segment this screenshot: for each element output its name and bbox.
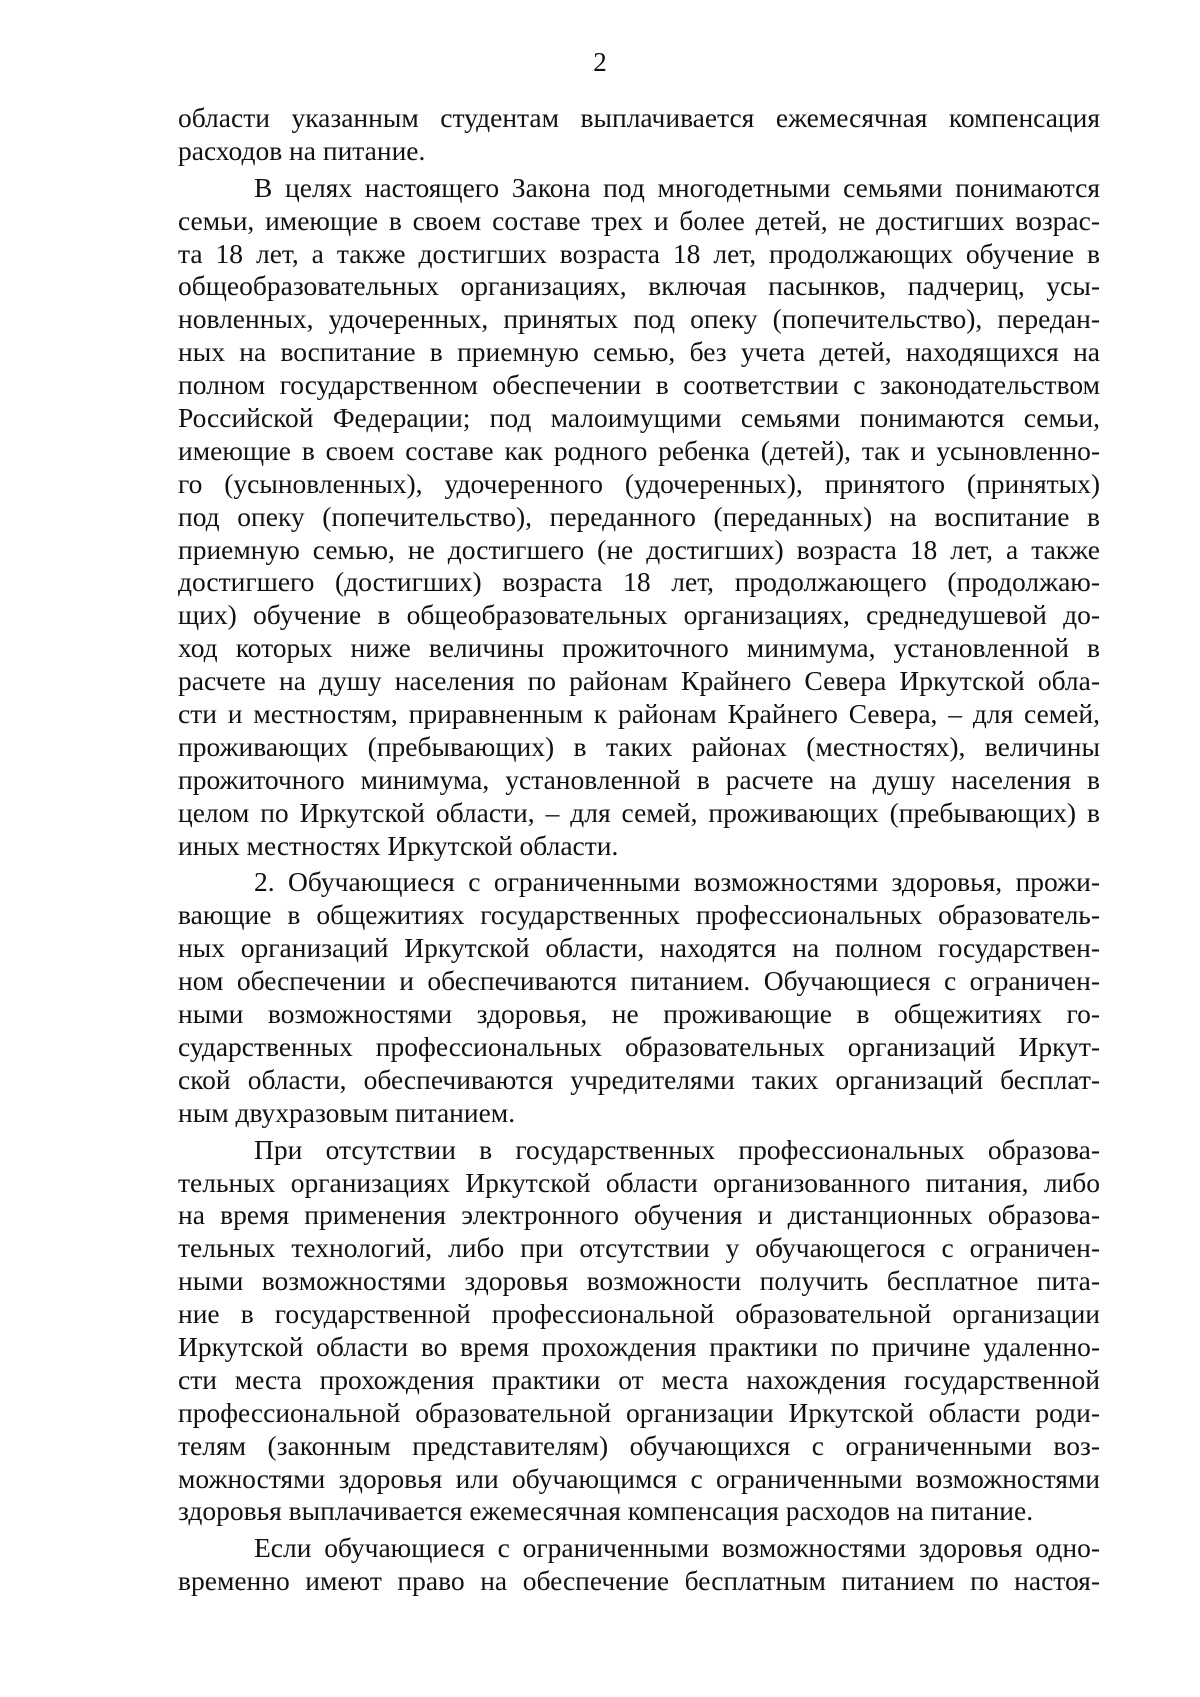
text-line: сти места прохождения практики от места нахождения государственной xyxy=(178,1363,1100,1395)
paragraph xyxy=(178,866,1100,1129)
text-line: го (усыновленных), удочеренного (удочеренных), принятого (принятых) xyxy=(178,467,1100,499)
text-line: прожиточного минимума, установленной в расчете на душу населения в xyxy=(178,763,1100,795)
text-line: сти и местностям, приравненным к районам Крайнего Севера, – для семей, xyxy=(178,698,1100,730)
text-line: расчете на душу населения по районам Крайнего Севера Иркутской обла- xyxy=(178,665,1100,697)
text-line: проживающих (пребывающих) в таких районах (местностях), величины xyxy=(178,730,1100,762)
text-line: ние в государственной профессиональной образовательной организации xyxy=(178,1298,1100,1330)
paragraph xyxy=(178,102,1100,168)
text-line: сударственных профессиональных образовательных организаций Иркут- xyxy=(178,1030,1100,1062)
text-line: можностями здоровья или обучающимся с ограниченными возможностями xyxy=(178,1462,1100,1494)
text-line: общеобразовательных организациях, включая пасынков, падчериц, усы- xyxy=(178,270,1100,302)
text-line: ных на воспитание в приемную семью, без учета детей, находящихся на xyxy=(178,336,1100,368)
text-line: полном государственном обеспечении в соответствии с законодательством xyxy=(178,369,1100,401)
text-line: ном обеспечении и обеспечиваются питанием. Обучающиеся с ограничен- xyxy=(178,965,1100,997)
text-line: ным двухразовым питанием. xyxy=(178,1096,516,1128)
document-body xyxy=(178,102,1100,1598)
text-line: новленных, удочеренных, принятых под опеку (попечительство), передан- xyxy=(178,303,1100,335)
text-line: под опеку (попечительство), переданного (переданных) на воспитание в xyxy=(178,500,1100,532)
text-line: Российской Федерации; под малоимущими семьями понимаются семьи, xyxy=(178,402,1100,434)
text-line: щих) обучение в общеобразовательных организациях, среднедушевой до- xyxy=(178,599,1100,631)
text-line: вающие в общежитиях государственных профессиональных образователь- xyxy=(178,899,1100,931)
text-line: 2. Обучающиеся с ограниченными возможностями здоровья, прожи- xyxy=(254,866,1100,898)
text-line: имеющие в своем составе как родного ребенка (детей), так и усыновленно- xyxy=(178,434,1100,466)
paragraph xyxy=(178,1134,1100,1529)
text-line: При отсутствии в государственных профессиональных образова- xyxy=(254,1133,1100,1165)
text-line: Иркутской области во время прохождения практики по причине удаленно- xyxy=(178,1330,1100,1362)
text-line: здоровья выплачивается ежемесячная компенсация расходов на питание. xyxy=(178,1495,1034,1527)
text-line: области указанным студентам выплачивается ежемесячная компенсация xyxy=(178,102,1100,133)
text-line: Если обучающиеся с ограниченными возможностями здоровья одно- xyxy=(254,1532,1100,1564)
text-line: расходов на питание. xyxy=(178,134,426,166)
text-line: семьи, имеющие в своем составе трех и более детей, не достигших возрас- xyxy=(178,204,1100,236)
text-line: телям (законным представителям) обучающихся с ограниченными воз- xyxy=(178,1429,1100,1461)
text-line: В целях настоящего Закона под многодетными семьями понимаются xyxy=(254,171,1100,203)
text-line: иных местностях Иркутской области. xyxy=(178,829,619,861)
text-line: целом по Иркутской области, – для семей, проживающих (пребывающих) в xyxy=(178,796,1100,828)
text-line: тельных организациях Иркутской области организованного питания, либо xyxy=(178,1166,1100,1198)
text-line: приемную семью, не достигшего (не достигших) возраста 18 лет, а также xyxy=(178,533,1100,565)
text-line: ской области, обеспечиваются учредителями таких организаций бесплат- xyxy=(178,1063,1100,1095)
text-line: ход которых ниже величины прожиточного минимума, установленной в xyxy=(178,632,1100,664)
text-line: та 18 лет, а также достигших возраста 18 лет, продолжающих обучение в xyxy=(178,237,1100,269)
text-line: тельных технологий, либо при отсутствии у обучающегося с ограничен- xyxy=(178,1232,1100,1264)
text-line: ных организаций Иркутской области, находятся на полном государствен- xyxy=(178,932,1100,964)
paragraph xyxy=(178,172,1100,863)
text-line: достигшего (достигших) возраста 18 лет, продолжающего (продолжаю- xyxy=(178,566,1100,598)
text-line: профессиональной образовательной организации Иркутской области роди- xyxy=(178,1396,1100,1428)
text-line: временно имеют право на обеспечение бесплатным питанием по настоя- xyxy=(178,1565,1100,1597)
text-line: ными возможностями здоровья, не проживающие в общежитиях го- xyxy=(178,998,1100,1030)
paragraph xyxy=(178,1532,1100,1598)
text-line: ными возможностями здоровья возможности получить бесплатное пита- xyxy=(178,1265,1100,1297)
text-line: на время применения электронного обучения и дистанционных образова- xyxy=(178,1199,1100,1231)
page-number: 2 xyxy=(593,47,607,77)
